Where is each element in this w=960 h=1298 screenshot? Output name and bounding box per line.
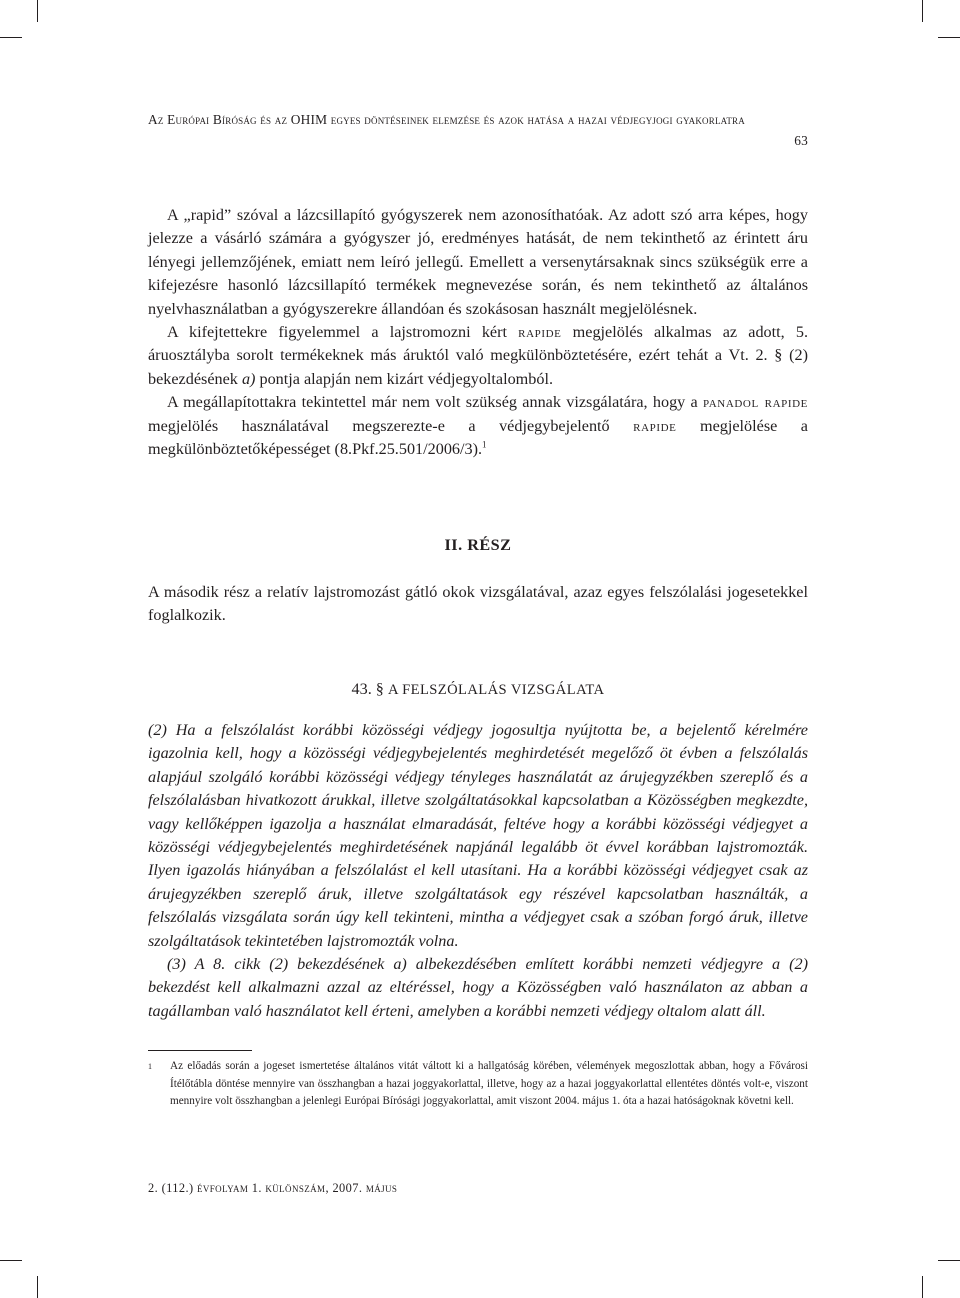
section-heading: II. RÉSZ xyxy=(444,536,512,554)
crop-mark-bottom-left-h xyxy=(0,1260,22,1261)
page-footer: 2. (112.) évfolyam 1. különszám, 2007. május xyxy=(148,1181,398,1195)
crop-mark-bottom-left-v xyxy=(37,1276,38,1298)
section-intro xyxy=(148,581,808,628)
paragraph-2-italic: a) xyxy=(241,369,256,388)
body-text xyxy=(148,204,808,461)
quoted-article-text xyxy=(148,719,808,1023)
paragraph-1: A „rapid” szóval a lázcsillapító gyógyszerek nem azonosíthatóak. Az adott szó arra képes, hogy jelezze a vásárló számára a gyógyszer jó, eredményes hatását, de nem tekinthető az érintett áru lényegi jellemzőjének, emiatt nem leíró jellegű. Emellett a versenytársaknak sincs szükségük erre a kifejezésre hasonló lázcsillapító termékek megnevezése során, és nem tekinthető az általános nyelvhasználatban a gyógyszerekre állandóan és szokásosan használt megjelölésnek. xyxy=(148,206,808,318)
paragraph-3-text-b: megjelölés használatával megszerezte-e a védjegybejelentő xyxy=(148,416,634,435)
section-intro-text: A második rész a relatív lajstromozást gátló okok vizsgálatával, azaz egyes felszólalási jogesetekkel foglalkozik. xyxy=(148,583,808,625)
footnote-text: Az előadás során a jogeset ismertetése általános vitát váltott ki a hallgatóság körében, vélemények megoszlottak abban, hogy a Fővárosi Ítélőtábla döntése mennyire van összhangban a hazai joggyakorlattal, illetve, hogy az a hazai joggyakorlattal ellentétes döntés volt-e, viszont mennyire volt összhangban a jelenlegi Európai Bírósági joggyakorlattal, amit viszont 2004. május 1. óta a hazai hatóságoknak követni kell. xyxy=(170,1060,808,1108)
quote-paragraph-2: (2) Ha a felszólalást korábbi közösségi védjegy jogosultja nyújtotta be, a bejelentő kérelmére igazolnia kell, hogy a közösségi védjegybejelentés meghirdetését megelőző öt évben a felszólalás alapjául szolgáló korábbi közösségi védjegy tényleges használatát az árujegyzékben szereplő és a felszólalásban hivatkozott árukkal, illetve szolgáltatásokkal kapcsolatban a Közösségben megkezdte, vagy kellőképpen igazolja a használat elmaradását, feltéve hogy a korábbi közösségi védjegyet a közösségi védjegybejelentés meghirdetésének napjánál legalább öt évvel korábban lajstromozták. Ilyen igazolás hiányában a felszólalást el kell utasítani. Ha a korábbi közösségi védjegyet csak az árujegyzékben szereplő áruk, illetve szolgáltatások egy részével kapcsolatban használták, a felszólalás vizsgálata során úgy kell tekinteni, mintha a védjegyet csak a szóban forgó áruk, illetve szolgáltatások tekintetében lajstromozták volna. xyxy=(148,721,808,950)
crop-mark-top-right-h xyxy=(938,37,960,38)
running-header-title: Az Európai Bíróság és az OHIM egyes döntéseinek elemzése és azok hatása a hazai védjegyjogi gyakorlatra xyxy=(148,112,745,127)
paragraph-3-text-a: A megállapítottakra tekintettel már nem volt szükség annak vizsgálatára, hogy a xyxy=(167,393,704,412)
trademark-panadol-rapide: panadol rapide xyxy=(703,393,808,412)
crop-mark-top-left-v xyxy=(37,0,38,22)
crop-mark-top-left-h xyxy=(0,37,22,38)
article-number: 43. § xyxy=(351,680,384,698)
footnote-mark: 1 xyxy=(148,1062,152,1071)
article-title: A FELSZÓLALÁS VIZSGÁLATA xyxy=(387,682,605,698)
trademark-rapide: rapide xyxy=(518,323,562,342)
paragraph-3 xyxy=(148,391,808,461)
paragraph-2-text-b: megjelölés alkalmas az adott, 5. áruosztályba sorolt termékeknek más áruktól való megkülönböztetésére, ezért tehát a Vt. 2. § (2) bekezdésének xyxy=(148,323,808,388)
footnote-reference: 1 xyxy=(482,439,487,450)
footnote xyxy=(148,1058,808,1111)
page-number: 63 xyxy=(794,133,808,148)
crop-mark-top-right-v xyxy=(922,0,923,22)
quote-paragraph-3: (3) A 8. cikk (2) bekezdésének a) albekezdésében említett korábbi nemzeti védjegyre a (2) bekezdést kell alkalmazni azzal az eltéréssel, hogy a Közösségben való használaton az abban a tagállamban való használatot kell érteni, amelyben a korábbi nemzeti védjegy oltalom alatt áll. xyxy=(148,955,808,1020)
trademark-rapide-2: rapide xyxy=(633,416,677,435)
paragraph-2-text-c: pontja alapján nem kizárt védjegyoltalomból. xyxy=(255,369,554,388)
article-heading xyxy=(148,680,808,699)
footnote-rule xyxy=(148,1050,252,1051)
crop-mark-bottom-right-v xyxy=(922,1276,923,1298)
paragraph-2 xyxy=(148,321,808,391)
running-header xyxy=(148,109,808,148)
paragraph-2-text-a: A kifejtettekre figyelemmel a lajstromozni kért xyxy=(167,323,519,342)
crop-mark-bottom-right-h xyxy=(938,1260,960,1261)
paragraph-3-text-c: megjelölése a megkülönböztetőképességet (8.Pkf.25.501/2006/3). xyxy=(148,416,808,459)
